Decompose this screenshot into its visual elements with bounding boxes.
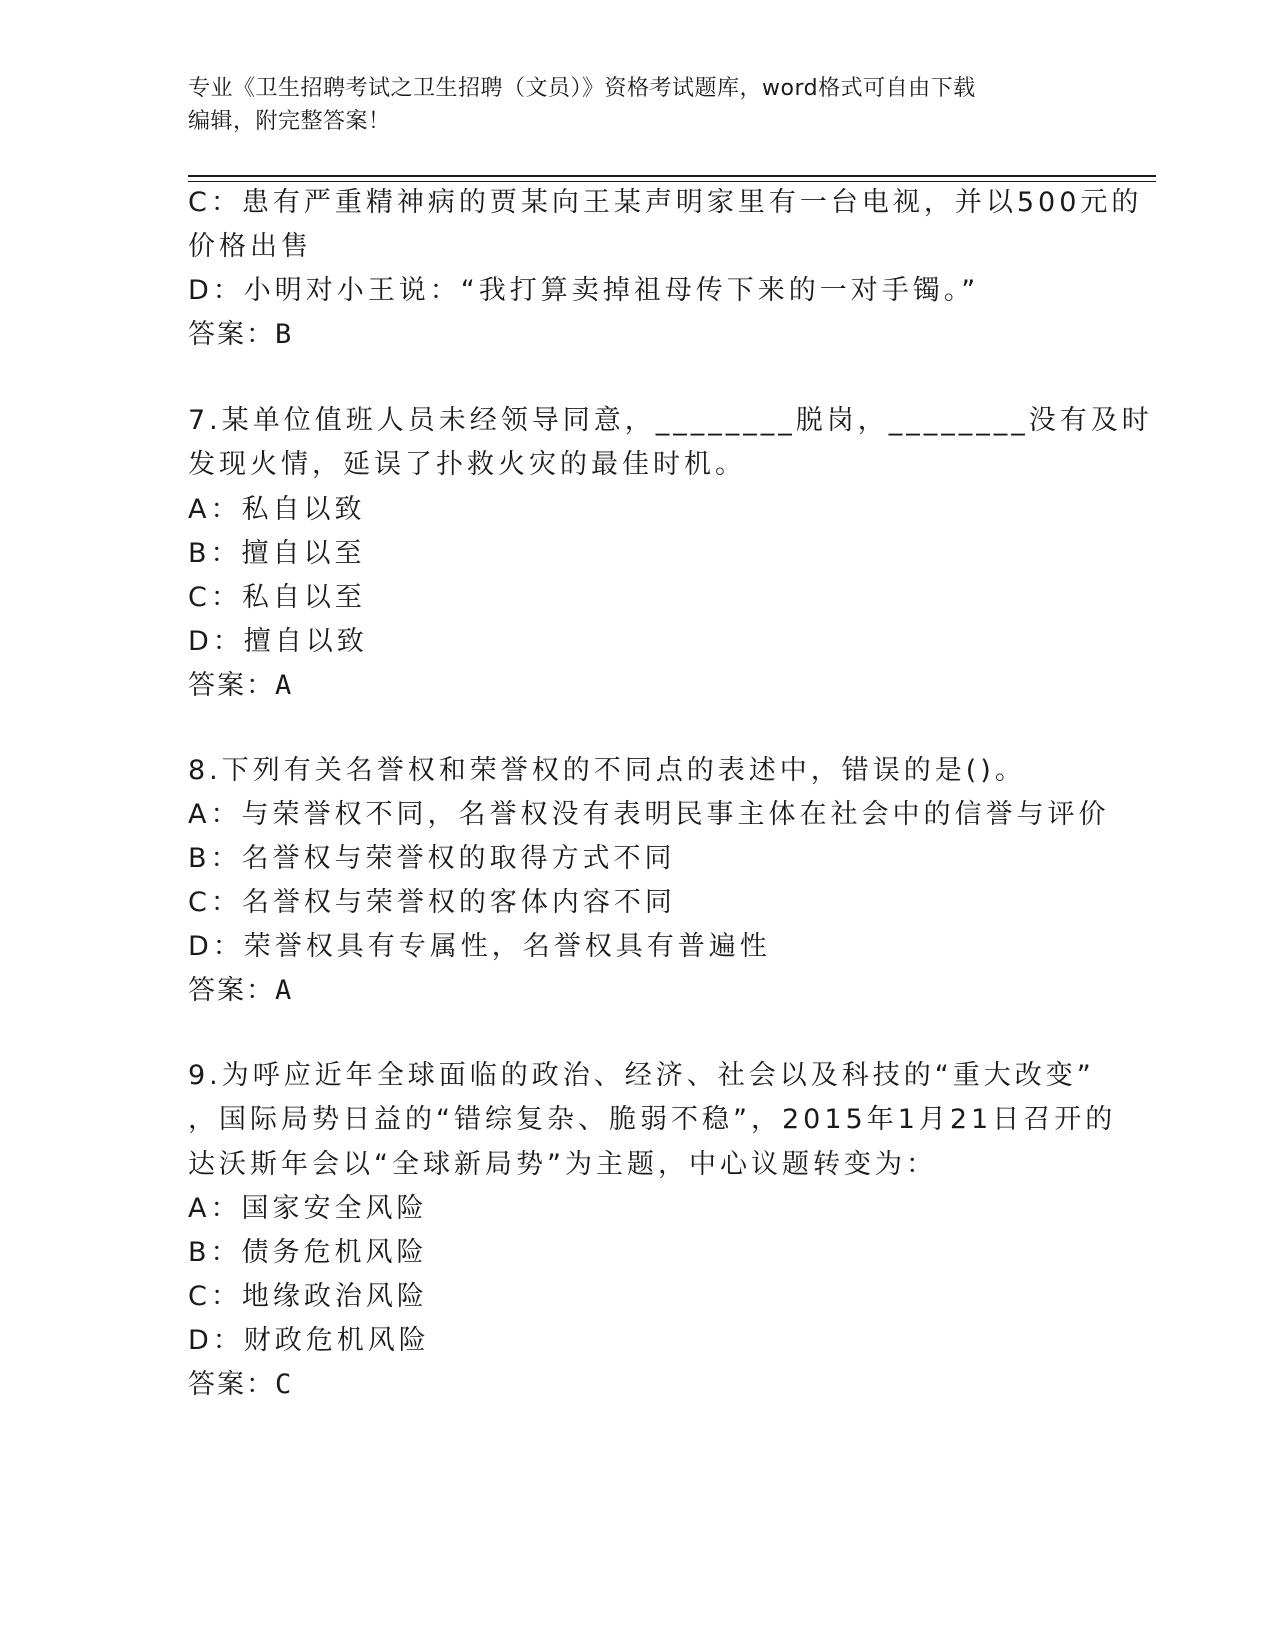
q8-option-d: D：荣誉权具有专属性，名誉权具有普遍性: [188, 931, 771, 962]
q9-answer: [188, 1362, 291, 1408]
q9-stem-line-1: 9.为呼应近年全球面临的政治、经济、社会以及科技的“重大改变”: [188, 1060, 1095, 1091]
q8-option-a: A：与荣誉权不同，名誉权没有表明民事主体在社会中的信誉与评价: [188, 799, 1110, 830]
q9-option-c: C：地缘政治风险: [188, 1281, 428, 1312]
header-line-1: 专业《卫生招聘考试之卫生招聘（文员）》资格考试题库，word格式可自由下载: [188, 76, 976, 101]
q7-stem-line-1: 7.某单位值班人员未经领导同意，________脱岗，________没有及时: [188, 405, 1153, 436]
document-header: [188, 72, 1068, 138]
answer-label: 答案：: [188, 319, 275, 350]
q7-answer: [188, 663, 291, 709]
header-rule-thick: [188, 175, 1156, 177]
header-line-2: 编辑，附完整答案！: [188, 109, 391, 134]
answer-value: A: [275, 670, 292, 701]
prev-option-c-line-1: C：患有严重精神病的贾某向王某声明家里有一台电视，并以500元的: [188, 187, 1143, 218]
answer-value: A: [275, 975, 292, 1006]
q9-option-d: D：财政危机风险: [188, 1325, 430, 1356]
q8-option-b: B：名誉权与荣誉权的取得方式不同: [188, 843, 676, 874]
q7-option-d: D：擅自以致: [188, 626, 368, 657]
q8-answer: [188, 968, 291, 1014]
q9-stem-line-3: 达沃斯年会以“全球新局势”为主题，中心议题转变为：: [188, 1149, 937, 1180]
prev-option-d: D：小明对小王说：“我打算卖掉祖母传下来的一对手镯。”: [188, 275, 980, 306]
q9-option-a: A：国家安全风险: [188, 1193, 428, 1224]
answer-value: C: [275, 1369, 292, 1400]
q7-option-b: B：擅自以至: [188, 538, 366, 569]
q8-option-c: C：名誉权与荣誉权的客体内容不同: [188, 887, 676, 918]
answer-label: 答案：: [188, 975, 275, 1006]
q7-option-a: A：私自以致: [188, 494, 366, 525]
prev-answer: [188, 312, 291, 358]
q7-option-c: C：私自以至: [188, 582, 366, 613]
q8-stem: 8.下列有关名誉权和荣誉权的不同点的表述中，错误的是()。: [188, 755, 1026, 786]
q7-stem-line-2: 发现火情，延误了扑救火灾的最佳时机。: [188, 449, 746, 480]
answer-value: B: [275, 319, 292, 350]
prev-option-c-line-2: 价格出售: [188, 231, 312, 262]
answer-label: 答案：: [188, 670, 275, 701]
q9-option-b: B：债务危机风险: [188, 1237, 428, 1268]
answer-label: 答案：: [188, 1369, 275, 1400]
q9-stem-line-2: ，国际局势日益的“错综复杂、脆弱不稳”，2015年1月21日召开的: [188, 1104, 1117, 1135]
